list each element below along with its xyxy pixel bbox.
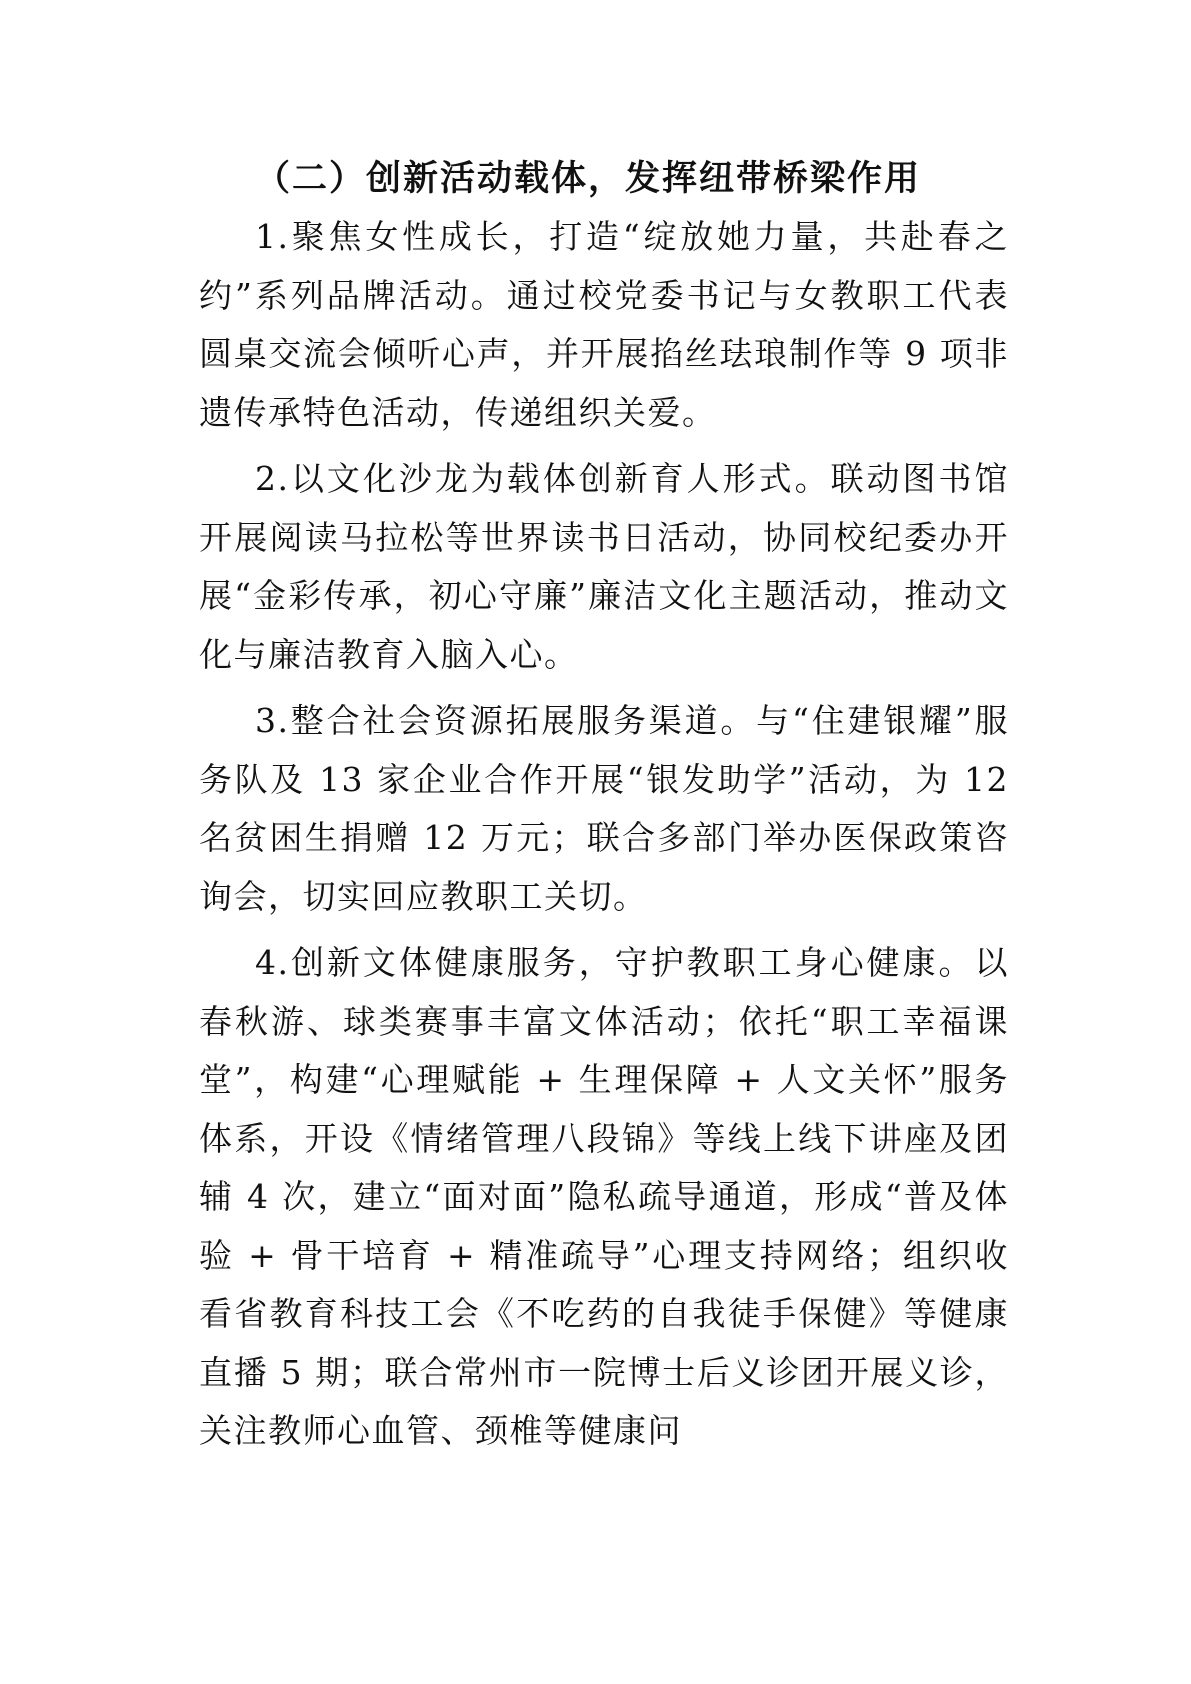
document-body	[199, 150, 1009, 1461]
paragraph-social-resources: 3.整合社会资源拓展服务渠道。与“住建银耀”服务队及 13 家企业合作开展“银发助学”活动，为 12 名贫困生捐赠 12 万元；联合多部门举办医保政策咨询会，切实回应教职工关切。	[199, 701, 1009, 916]
paragraph-health-services: 4.创新文体健康服务，守护教职工身心健康。以春秋游、球类赛事丰富文体活动；依托“职工幸福课堂”，构建“心理赋能 + 生理保障 + 人文关怀”服务体系，开设《情绪管理八段锦》等线上线下讲座及团辅 4 次，建立“面对面”隐私疏导通道，形成“普及体验 + 骨干培育 + 精准疏导”心理支持网络；组织收看省教育科技工会《不吃药的自我徒手保健》等健康直播 5 期；联合常州市一院博士后义诊团开展义诊，关注教师心血管、颈椎等健康问	[199, 943, 1009, 1450]
section-heading: （二）创新活动载体，发挥纽带桥梁作用	[255, 158, 922, 199]
paragraph-women-growth: 1.聚焦女性成长，打造“绽放她力量，共赴春之约”系列品牌活动。通过校党委书记与女教职工代表圆桌交流会倾听心声，并开展掐丝珐琅制作等 9 项非遗传承特色活动，传递组织关爱。	[199, 217, 1009, 432]
paragraph-culture-salon: 2.以文化沙龙为载体创新育人形式。联动图书馆开展阅读马拉松等世界读书日活动，协同校纪委办开展“金彩传承，初心守廉”廉洁文化主题活动，推动文化与廉洁教育入脑入心。	[199, 459, 1009, 674]
